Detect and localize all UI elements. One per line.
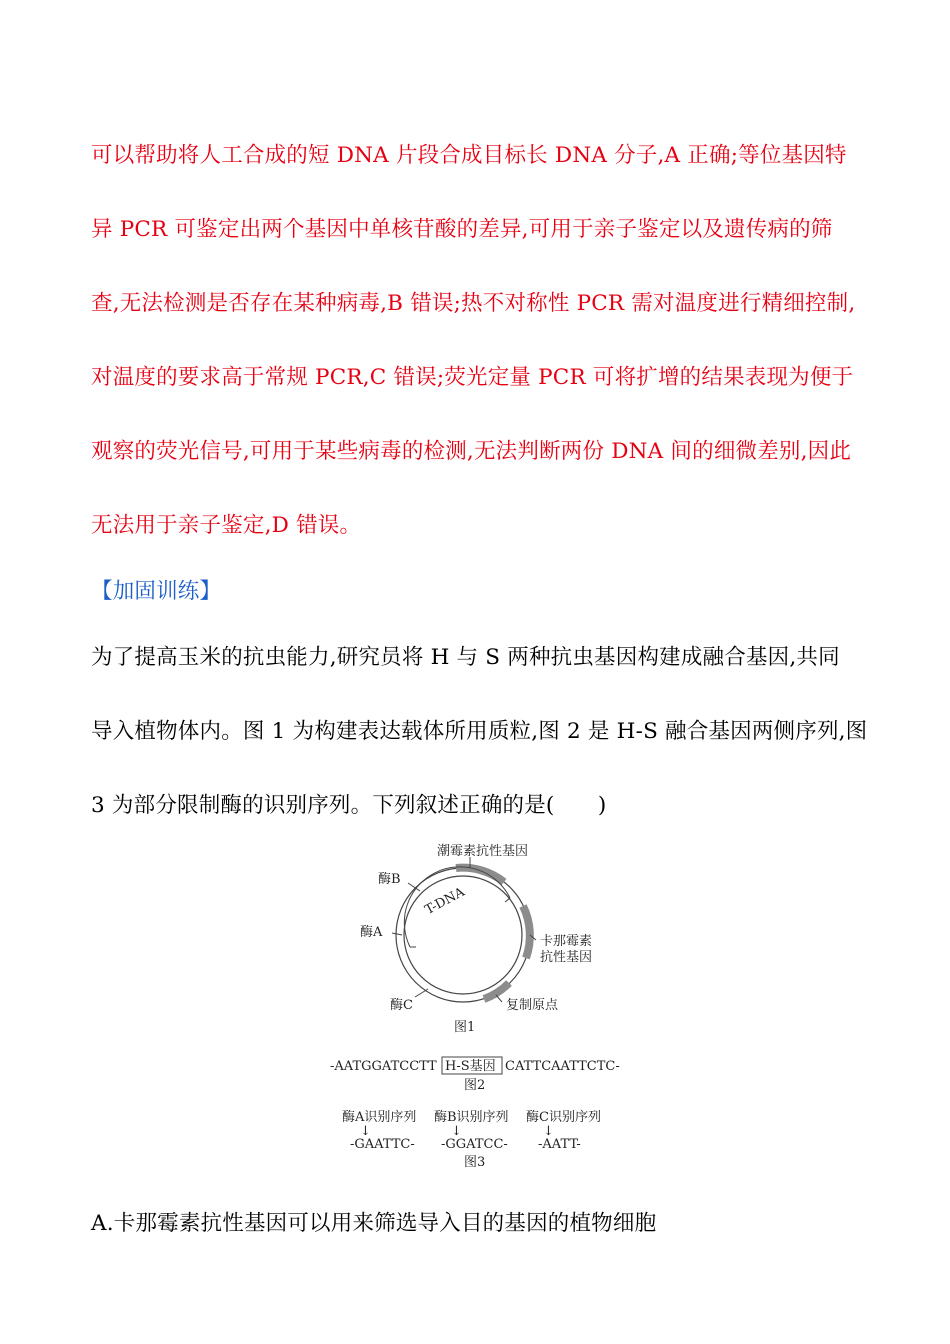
enzyme-a-cut-arrow: ↓ — [360, 1124, 371, 1139]
enzyme-c-sequence: -AATT- — [538, 1137, 581, 1152]
fusion-gene-sequence — [330, 1057, 620, 1093]
fig1-caption: 图1 — [454, 1020, 476, 1035]
answer-line-3: 查,无法检测是否存在某种病毒,B 错误;热不对称性 PCR 需对温度进行精细控制, — [91, 291, 856, 316]
enzyme-b-sequence: -GGATCC- — [441, 1137, 508, 1152]
left-flank-sequence: -AATGGATCCTT — [330, 1059, 437, 1074]
enzyme-c-recognition-title: 酶C识别序列 — [526, 1110, 601, 1125]
question-line-3: 3 为部分限制酶的识别序列。下列叙述正确的是( ) — [91, 793, 607, 818]
tdna-label: T-DNA — [422, 884, 468, 919]
tdna-bracket — [404, 867, 510, 947]
fig2-caption: 图2 — [464, 1078, 486, 1093]
answer-line-6: 无法用于亲子鉴定,D 错误。 — [91, 513, 362, 538]
answer-line-5: 观察的荧光信号,可用于某些病毒的检测,无法判断两份 DNA 间的细微差别,因此 — [91, 439, 852, 464]
kanamycin-label-1: 卡那霉素 — [540, 934, 593, 949]
enzyme-a-sequence: -GAATTC- — [350, 1137, 415, 1152]
ori-label: 复制原点 — [506, 998, 559, 1013]
answer-line-2: 异 PCR 可鉴定出两个基因中单核苷酸的差异,可用于亲子鉴定以及遗传病的筛 — [91, 217, 833, 242]
right-flank-sequence: CATTCAATTCTC- — [505, 1059, 620, 1074]
hygromycin-label: 潮霉素抗性基因 — [437, 844, 529, 859]
question-line-2: 导入植物体内。图 1 为构建表达载体所用质粒,图 2 是 H-S 融合基因两侧序列,图 — [91, 719, 868, 744]
option-a: A.卡那霉素抗性基因可以用来筛选导入目的基因的植物细胞 — [91, 1211, 657, 1236]
answer-line-4: 对温度的要求高于常规 PCR,C 错误;荧光定量 PCR 可将扩增的结果表现为便于 — [91, 365, 854, 390]
answer-line-1: 可以帮助将人工合成的短 DNA 片段合成目标长 DNA 分子,A 正确;等位基因特 — [91, 143, 847, 168]
plasmid-diagram — [360, 843, 592, 1035]
enzyme-a-recognition-title: 酶A识别序列 — [342, 1110, 417, 1125]
question-line-1: 为了提高玉米的抗虫能力,研究员将 H 与 S 两种抗虫基因构建成融合基因,共同 — [91, 645, 840, 670]
enzyme-c-cut-arrow: ↓ — [543, 1124, 554, 1139]
fig3-caption: 图3 — [464, 1155, 486, 1170]
recognition-sequences — [342, 1109, 601, 1170]
enzyme-a-label: 酶A — [360, 925, 383, 940]
section-heading: 【加固训练】 — [91, 579, 222, 604]
plasmid-figure — [320, 835, 640, 1180]
kanamycin-label-2: 抗性基因 — [540, 950, 593, 965]
enzyme-b-cut-arrow: ↓ — [451, 1124, 462, 1139]
enzyme-b-recognition-title: 酶B识别序列 — [434, 1110, 509, 1125]
ori-segment — [484, 983, 509, 999]
hs-gene-label: H-S基因 — [445, 1059, 496, 1074]
kanamycin-gene-segment — [523, 906, 530, 958]
enzyme-c-label: 酶C — [390, 998, 413, 1013]
enzyme-b-label: 酶B — [378, 872, 401, 887]
